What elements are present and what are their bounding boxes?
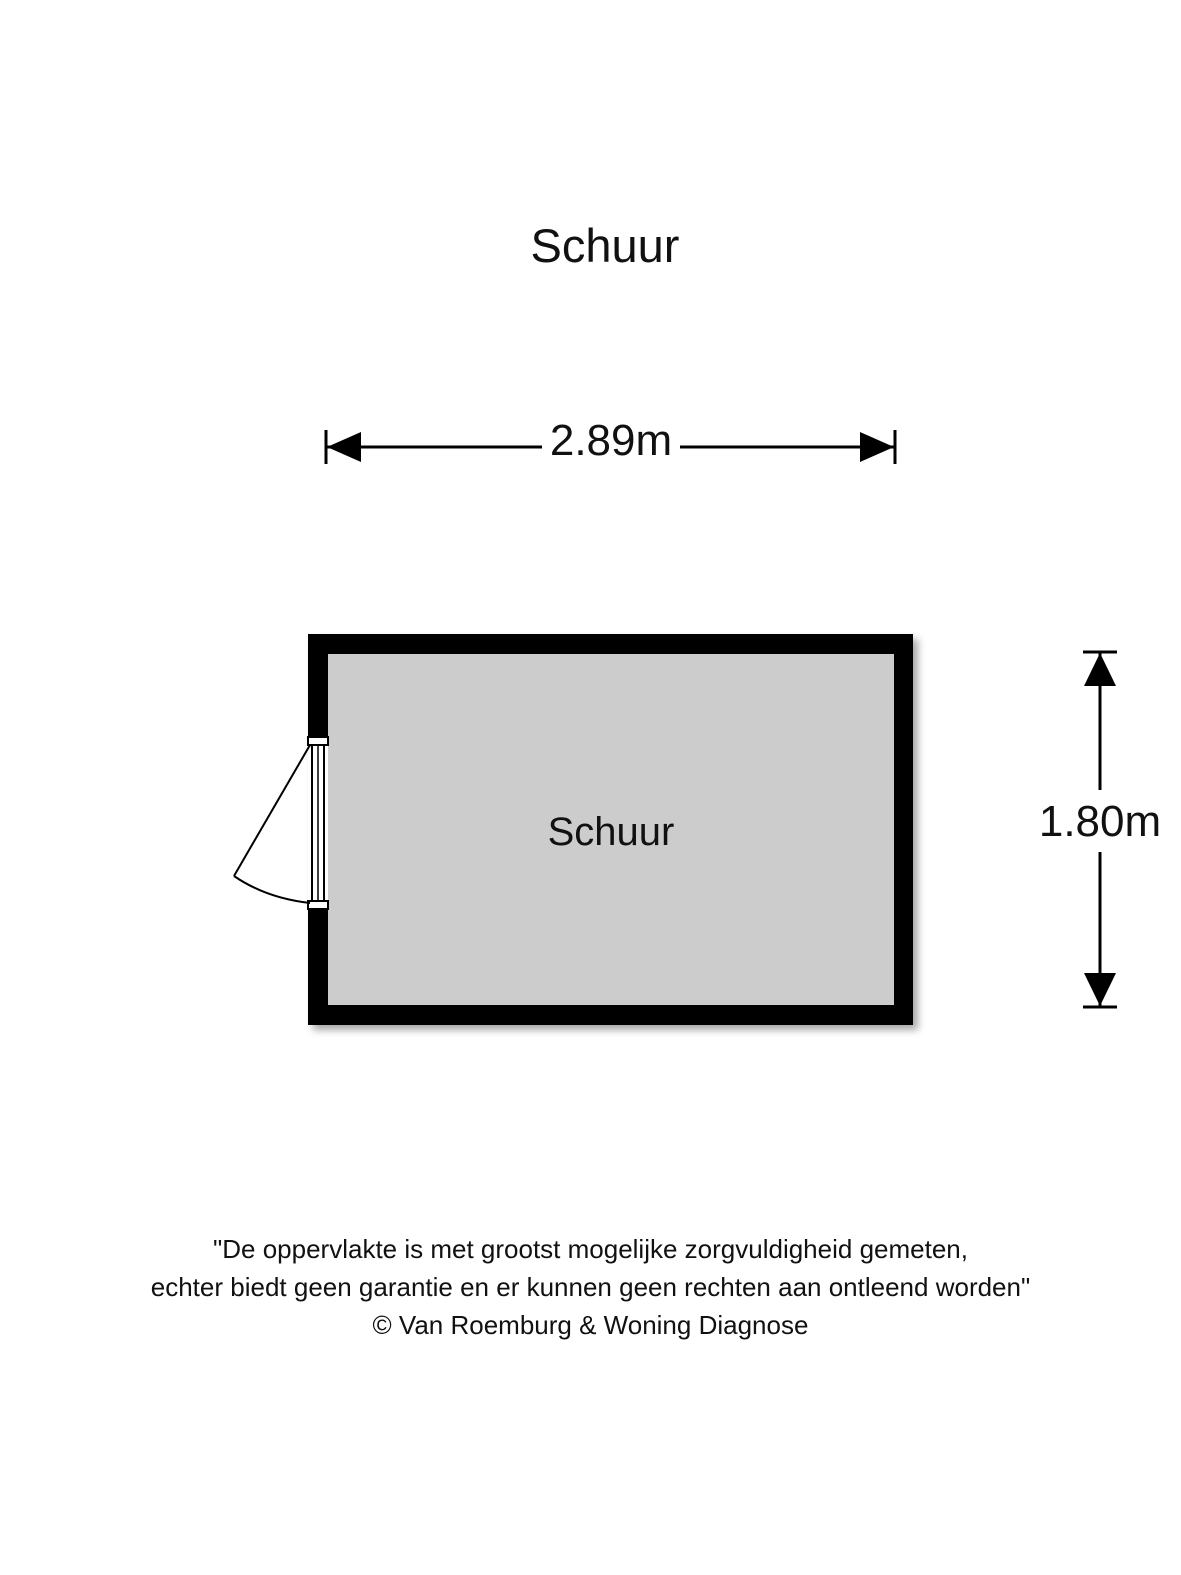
door: [234, 737, 328, 909]
disclaimer-copyright: © Van Roemburg & Woning Diagnose: [372, 1310, 809, 1340]
door-leaf: [234, 745, 310, 876]
door-jamb-bottom: [308, 901, 328, 909]
arrow-up-icon: [1084, 653, 1116, 686]
width-dimension-label: 2.89m: [549, 416, 673, 465]
page-title: Schuur: [530, 219, 680, 272]
room-schuur: [308, 634, 913, 1025]
arrow-right-icon: [860, 432, 894, 462]
disclaimer: [0, 1230, 1181, 1344]
arrow-down-icon: [1084, 973, 1116, 1006]
door-swing-arc: [234, 876, 310, 903]
arrow-left-icon: [327, 432, 361, 462]
door-jamb-top: [308, 737, 328, 745]
disclaimer-line-1: "De oppervlakte is met grootst mogelijke zorgvuldigheid gemeten,: [213, 1234, 968, 1264]
room-label: Schuur: [547, 810, 675, 854]
disclaimer-line-2: echter biedt geen garantie en er kunnen geen rechten aan ontleend worden": [150, 1272, 1031, 1302]
width-dimension: [326, 416, 895, 465]
height-dimension: [1039, 652, 1161, 1007]
height-dimension-label: 1.80m: [1038, 797, 1162, 846]
